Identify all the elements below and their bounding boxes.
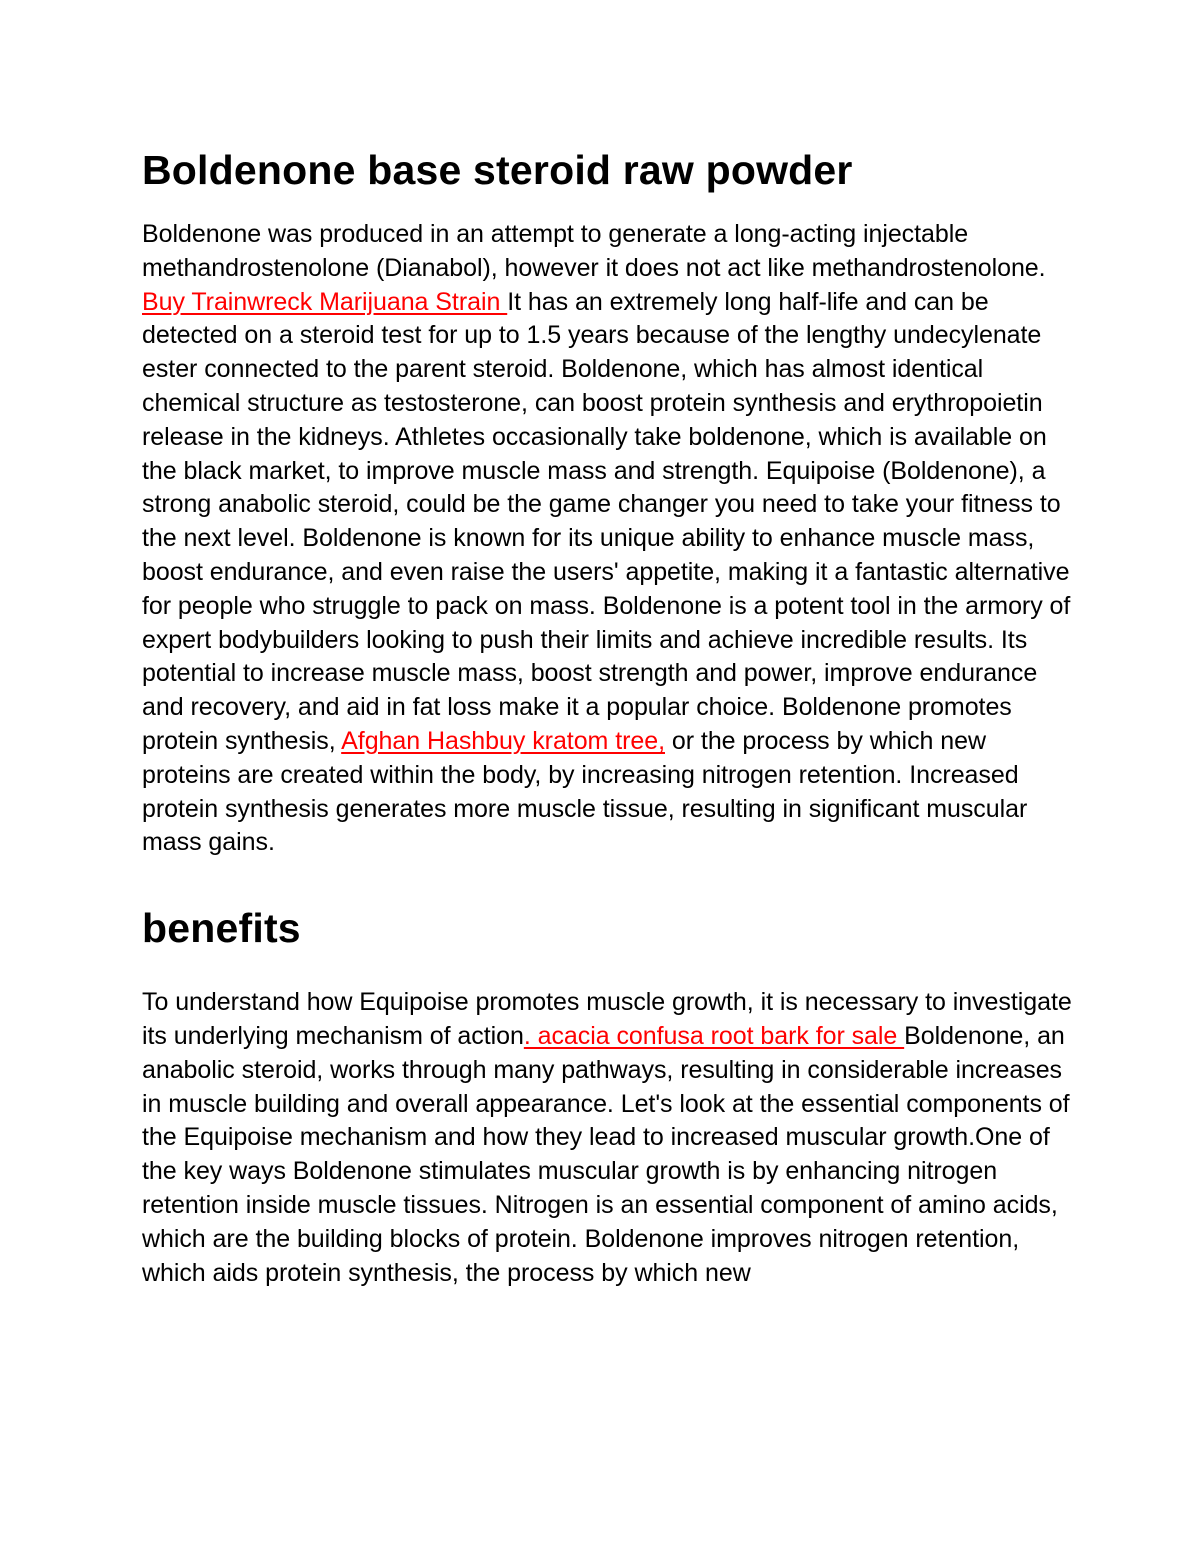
section-heading-boldenone: Boldenone base steroid raw powder: [142, 147, 853, 193]
paragraph-text: Boldenone was produced in an attempt to generate a long-acting injectable methandrostenolone (Dianabol), however it does not act like methandrostenolone.: [142, 220, 1046, 282]
link-buy-trainwreck[interactable]: Buy Trainwreck Marijuana Strain: [142, 287, 508, 316]
paragraph-text: To understand how Equipoise promotes muscle growth, it is necessary to investigate its underlying mechanism of action: [142, 988, 1072, 1050]
document-page: [142, 138, 1072, 1290]
link-acacia-confusa[interactable]: . acacia confusa root bark for sale: [523, 1021, 905, 1050]
paragraph-text: or the process by which new proteins are created within the body, by increasing nitrogen retention. Increased protein synthesis generates more muscle tissue, resulting in significant muscular mass gains.: [142, 726, 1028, 857]
section-paragraph-benefits: [142, 986, 1072, 1290]
section-heading-benefits: benefits: [142, 905, 301, 952]
paragraph-text: Boldenone, an anabolic steroid, works through many pathways, resulting in considerable increases in muscle building and overall appearance. Let's look at the essential components of the Equipoise mechanism and how they lead to increased muscular growth.One of the key ways Boldenone stimulates muscular growth is by enhancing nitrogen retention inside muscle tissues. Nitrogen is an essential component of amino acids, which are the building blocks of protein. Boldenone improves nitrogen retention, which aids protein synthesis, the process by which new: [142, 1021, 1070, 1287]
section-paragraph-boldenone: [142, 218, 1072, 860]
paragraph-text: It has an extremely long half-life and can be detected on a steroid test for up to 1.5 years because of the lengthy undecylenate ester connected to the parent steroid. Boldenone, which has almost identical chemical structure as testosterone, can boost protein synthesis and erythropoietin release in the kidneys. Athletes occasionally take boldenone, which is available on the black market, to improve muscle mass and strength. Equipoise (Boldenone), a strong anabolic steroid, could be the game changer you need to take your fitness to the next level. Boldenone is known for its unique ability to enhance muscle mass, boost endurance, and even raise the users' appetite, making it a fantastic alternative for people who struggle to pack on mass. Boldenone is a potent tool in the armory of expert bodybuilders looking to push their limits and achieve incredible results. Its potential to increase muscle mass, boost strength and power, improve endurance and recovery, and aid in fat loss make it a popular choice. Boldenone promotes protein synthesis,: [142, 287, 1071, 755]
link-afghan-hash[interactable]: Afghan Hashbuy kratom tree,: [341, 726, 665, 755]
